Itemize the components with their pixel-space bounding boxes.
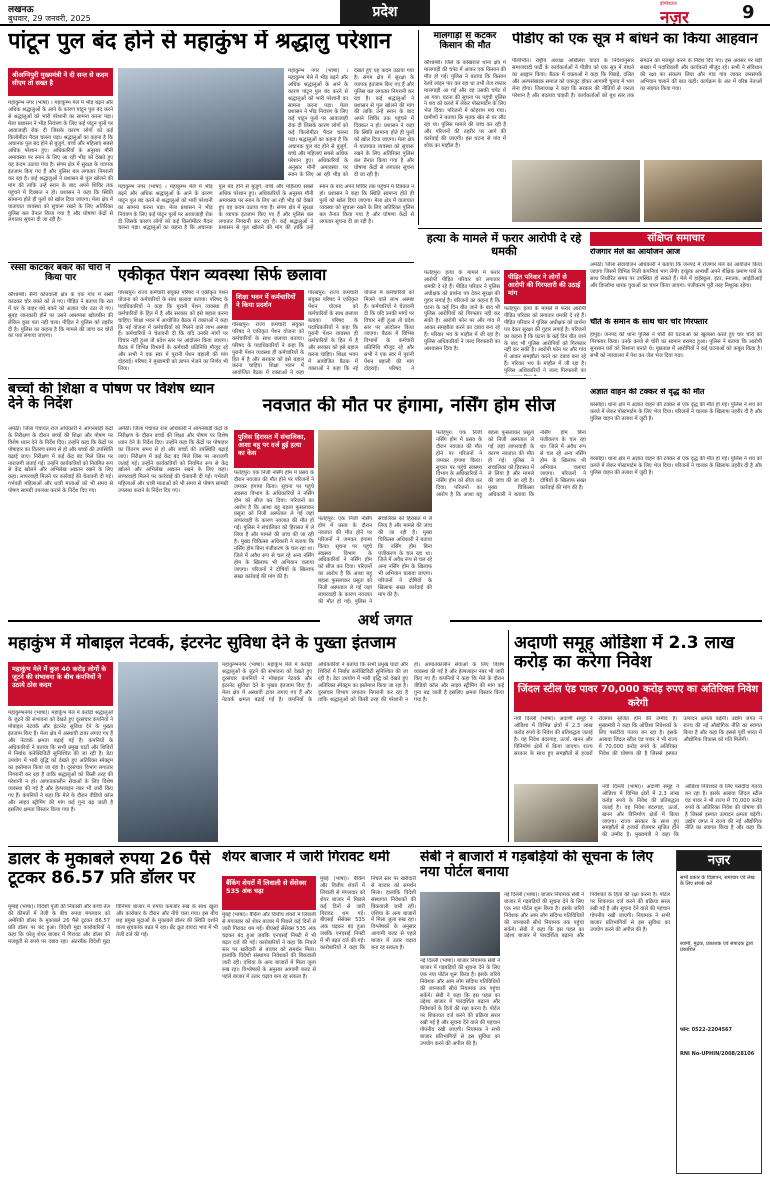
subhead-murder-threat: पीड़ित परिवार ने लोगों से आरोपी की गिरफ्तारी की उठाई मांग [504, 270, 586, 304]
headline-murder-threat: हत्या के मामले में फरार आरोपी दे रहे धमकी [426, 232, 582, 258]
body-newborn-death: फतेहपुर। एक निजी नर्सिंग होम में प्रसव के दौरान नवजात की मौत होने पर परिजनों ने जमकर हंगामा किया। सूचना पर पहुंचे स्वास्थ्य विभाग के अधिकारियों ने नर्सिंग होम को सीज कर दिया। परिजनों का आरोप है कि आशा बहू बहला फुसलाकर प्रसूता को निजी अस्पताल ले गई जहां लापरवाही के कारण नवजात की मौत हो गई। पुलिस ने संचालिका को हिरासत में ले लिया है और मामले की जांच की जा रही है। मुख्य चिकित्सा अधिकारी ने बताया कि नर्सिंग होम बिना पंजीकरण के चल रहा था। जिले में अवैध रूप से चल रहे अन्य नर्सिंग होम के खिलाफ भी अभियान चलाया जाएगा। परिजनों ने दोषियों के खिलाफ सख्त कार्रवाई की मांग की है। [234, 470, 314, 580]
body-pension: गोरखपुर। राज्य कर्मचारी संयुक्त परिषद ने एकीकृत पेंशन योजना को कर्मचारियों के साथ छलावा बताया। परिषद के पदाधिकारियों ने कहा कि पुरानी पेंशन व्यवस्था ही कर्मचारियों के हित में है और सरकार को इसे बहाल करना चाहिए। शिक्षा भवन में आयोजित बैठक में वक्ताओं ने कहा कि नई योजना में कर्मचारियों को मिलने वाले लाभ अस्पष्ट हैं। कर्मचारियों ने चेतावनी दी कि यदि उनकी मांगों पर विचार नहीं हुआ तो प्रदेश स्तर पर आंदोलन किया जाएगा। बैठक में विभिन्न विभागों के कर्मचारी प्रतिनिधि मौजूद रहे और सभी ने एक स्वर में पुरानी पेंशन बहाली की मांग दोहराई। परिषद ने मुख्यमंत्री को ज्ञापन भेजने का निर्णय भी लिया। [118, 290, 228, 372]
publisher-rni: RNI No-UPHIN/2008/28106 [680, 1051, 755, 1057]
masthead [0, 0, 770, 26]
body-train-death: कौशाम्बी। जिले के कोखराज थाना क्षेत्र में मालगाड़ी की चपेट में आकर एक किसान की मौत हो गई। पुलिस ने बताया कि किसान रेलवे लाइन पार कर रहा था तभी तेज रफ्तार मालगाड़ी आ गई और वह उसकी चपेट में आ गया। घटना की सूचना पर पहुंची पुलिस ने शव को कब्जे में लेकर पोस्टमार्टम के लिए भेज दिया। परिजनों में कोहराम मच गया। ग्रामीणों ने बताया कि मृतक खेत से घर लौट रहा था। पुलिस मामले की जांच कर रही है और परिजनों की तहरीर पर आगे की कार्रवाई की जाएगी। इस घटना से गांव में शोक का माहौल है। [424, 60, 506, 149]
body-kumbh-network: महाकुम्भनगर (भाषा)। महाकुंभ मेले में करोड़ों श्रद्धालुओं के जुटने की संभावना को देखते हुए दूरसंचार कंपनियों ने मोबाइल नेटवर्क और इंटरनेट सुविधा देने के पुख्ता इंतजाम किए हैं। मेला क्षेत्र में अस्थायी टावर लगाए गए हैं और नेटवर्क क्षमता बढ़ाई गई है। कंपनियों के अधिकारियों ने बताया कि सभी प्रमुख घाटों और शिविरों में निर्बाध कनेक्टिविटी सुनिश्चित की जा रही है। डेटा उपयोग में भारी वृद्धि को देखते हुए अतिरिक्त स्पेक्ट्रम का इस्तेमाल किया जा रहा है। दूरसंचार विभाग लगातार निगरानी कर रहा है ताकि श्रद्धालुओं को किसी तरह की परेशानी न हो। आपातकालीन सेवाओं के लिए विशेष व्यवस्था की गई है और हेल्पलाइन नंबर भी जारी किए गए हैं। कंपनियों ने कहा कि मेले के दौरान वीडियो कॉल और लाइव स्ट्रीमिंग की मांग कई गुना बढ़ जाती है इसलिए क्षमता विस्तार किया गया है। [8, 710, 113, 813]
body-kumbh-network-cont: महाकुम्भनगर (भाषा)। महाकुंभ मेले में करोड़ों श्रद्धालुओं के जुटने की संभावना को देखते हुए दूरसंचार कंपनियों ने मोबाइल नेटवर्क और इंटरनेट सुविधा देने के पुख्ता इंतजाम किए हैं। मेला क्षेत्र में अस्थायी टावर लगाए गए हैं और नेटवर्क क्षमता बढ़ाई गई है। कंपनियों के अधिकारियों ने बताया कि सभी प्रमुख घाटों और शिविरों में निर्बाध कनेक्टिविटी सुनिश्चित की जा रही है। डेटा उपयोग में भारी वृद्धि को देखते हुए अतिरिक्त स्पेक्ट्रम का इस्तेमाल किया जा रहा है। दूरसंचार विभाग लगातार निगरानी कर रहा है ताकि श्रद्धालुओं को किसी तरह की परेशानी न हो। आपातकालीन सेवाओं के लिए विशेष व्यवस्था की गई है और हेल्पलाइन नंबर भी जारी किए गए हैं। कंपनियों ने कहा कि मेले के दौरान वीडियो कॉल और लाइव स्ट्रीमिंग की मांग कई गुना बढ़ जाती है इसलिए क्षमता विस्तार किया गया है। [222, 662, 504, 703]
body-sebi-portal-cont: नई दिल्ली (भाषा)। बाजार नियामक सेबी ने बाजार में गड़बड़ियों की सूचना देने के लिए एक नया पोर्टल शुरू किया है। इसके जरिये निवेशक और आम लोग संदिग्ध गतिविधियों की जानकारी सीधे नियामक तक पहुंचा सकेंगे। सेबी ने कहा कि इस पहल का उद्देश्य बाजार में पारदर्शिता बढ़ाना और निवेशकों के हितों की रक्षा करना है। पोर्टल पर शिकायत दर्ज करने की प्रक्रिया सरल रखी गई है और सूचना देने वाले की पहचान गोपनीय रखी जाएगी। नियामक ने सभी बाजार प्रतिभागियों से इस सुविधा का उपयोग करने की अपील की है। [504, 892, 670, 940]
headline-train-death: मालगाड़ी से कटकर किसान की मौत [433, 32, 497, 51]
brief-body-thieves: हापुड़। जनपद की थाना पुलिस ने चोरी की घटनाओं का खुलासा करते हुए चार चोरों को गिरफ्तार किया। उनके कब्जे से चोरी का सामान बरामद हुआ। पुलिस ने बताया कि आरोपी सुनसान घरों को निशाना बनाते थे। पूछताछ में आरोपियों ने कई घटनाओं को कबूल किया है। सभी को न्यायालय में पेश कर जेल भेज दिया गया। [590, 332, 762, 359]
subhead-pension: शिक्षा भवन में कर्मचारियों ने किया प्रदर्शन [232, 290, 304, 320]
brief-headline-thieves: चौते के समान के साथ चार चोर गिरफ्तार [590, 318, 708, 326]
photo-mobile-tower [118, 662, 218, 842]
publisher-brand: नज़र [677, 851, 761, 871]
body-child-nutrition: अमेठी। जिला पंचायत राज अधिकारी ने आंगनबाड़ी केंद्रों के निरीक्षण के दौरान बच्चों की शिक्षा और पोषण पर विशेष ध्यान देने के निर्देश दिए। उन्होंने कहा कि केंद्रों पर पोषाहार का वितरण समय से हो और बच्चों की उपस्थिति बढ़ाई जाए। निरीक्षण में कई केंद्र बंद मिले जिस पर नाराजगी जताई गई। उन्होंने कार्यकत्रियों को नियमित रूप से केंद्र खोलने और अभिलेख अद्यतन रखने के लिए कहा। लापरवाही मिलने पर कार्रवाई की चेतावनी दी गई। गर्भवती महिलाओं और धात्री माताओं को भी समय से पोषण सामग्री उपलब्ध कराने के निर्देश दिए गए। [8, 426, 113, 495]
body-newborn-death-side: फतेहपुर। एक निजी नर्सिंग होम में प्रसव के दौरान नवजात की मौत होने पर परिजनों ने जमकर हंगामा किया। सूचना पर पहुंचे स्वास्थ्य विभाग के अधिकारियों ने नर्सिंग होम को सीज कर दिया। परिजनों का आरोप है कि आशा बहू बहला फुसलाकर प्रसूता को निजी अस्पताल ले गई जहां लापरवाही के कारण नवजात की मौत हो गई। पुलिस ने संचालिका को हिरासत में ले लिया है और मामले की जांच की जा रही है। मुख्य चिकित्सा अधिकारी ने बताया कि नर्सिंग होम बिना पंजीकरण के चल रहा था। जिले में अवैध रूप से चल रहे अन्य नर्सिंग होम के खिलाफ भी अभियान चलाया जाएगा। परिजनों ने दोषियों के खिलाफ सख्त कार्रवाई की मांग की है। [436, 430, 586, 499]
brief-body-accident: बरसोंहा। थाना क्षेत्र में अज्ञात वाहन की टक्कर से एक वृद्ध की मौत हो गई। पुलिस ने शव को कब्जे में लेकर पोस्टमार्टम के लिए भेज दिया। परिजनों ने चालक के खिलाफ तहरीर दी है और पुलिस वाहन की तलाश में जुटी है। [590, 402, 762, 422]
divider [8, 262, 414, 263]
headline-sebi-portal: सेबी ने बाजारों में गड़बड़ियों की सूचना के लिए नया पोर्टल बनाया [420, 850, 654, 881]
headline-newborn-death: नवजात की मौत पर हंगामा, नर्सिंग होम सीज [262, 396, 556, 416]
page-number: 9 [742, 2, 755, 23]
body-murder-threat-cont: फतेहपुर। हत्या के मामले में फरार आरोपी पीड़ित परिवार को लगातार धमकी दे रहे हैं। पीड़ित परिवार ने पुलिस अधीक्षक को प्रार्थना पत्र देकर सुरक्षा की गुहार लगाई है। परिजनों का कहना है कि घटना के कई दिन बीत जाने के बाद भी पुलिस आरोपियों को गिरफ्तार नहीं कर सकी है। आरोपी फोन पर और गांव में आकर समझौता करने का दबाव बना रहे हैं। परिवार भय के माहौल में जी रहा है। पुलिस अधिकारियों ने जल्द गिरफ्तारी का [504, 306, 586, 375]
brand-logo: नज़र [660, 8, 690, 26]
publisher-phone: फोन: 0522-2204567 [680, 1027, 733, 1033]
body-pension-cont: गोरखपुर। राज्य कर्मचारी संयुक्त परिषद ने एकीकृत पेंशन योजना को कर्मचारियों के साथ छलावा बताया। परिषद के पदाधिकारियों ने कहा कि पुरानी पेंशन व्यवस्था ही कर्मचारियों के हित में है और सरकार को इसे बहाल करना चाहिए। शिक्षा भवन में आयोजित बैठक में वक्ताओं ने कहा कि नई योजना में कर्मचारियों को मिलने वाले लाभ अस्पष्ट हैं। कर्मचारियों ने चेतावनी दी कि यदि उनकी मांगों पर विचार नहीं हुआ तो प्रदेश स्तर पर आंदोलन किया जाएगा। बैठक में विभिन्न विभागों के कर्मचारी प्रतिनिधि मौजूद रहे और सभी ने एक स्वर में पुरानी पेंशन बहाली की मांग दोहराई। परिषद ने [308, 290, 414, 372]
divider [418, 228, 762, 229]
subhead-kumbh-network: महाकुंभ मेले में कुल 40 करोड़ लोगों के जुटने की संभावना के बीच कंपनियों ने उठाये ठोस कदम [8, 662, 113, 706]
body-rupee: मुम्बई (भाषा)। विदेशी पूंजी की निकासी और कच्चे तेल की कीमतों में तेजी के बीच रुपया मंगलवार को अमेरिकी डॉलर के मुकाबले 26 पैसे टूटकर 86.57 प्रति डॉलर पर बंद हुआ। विदेशी मुद्रा कारोबारियों ने कहा कि घरेलू शेयर बाजार में गिरावट और डॉलर की मजबूती से रुपये पर दबाव रहा। अंतरबैंक विदेशी मुद्रा विनिमय बाजार में रुपया कमजोर रुख के साथ खुला और कारोबार के दौरान और नीचे चला गया। इस बीच छह प्रमुख मुद्राओं के मुकाबले डॉलर की स्थिति दर्शाने वाला सूचकांक बढ़त में रहा। ब्रेंट क्रूड वायदा भाव में भी तेजी दर्ज की गई। [8, 904, 218, 945]
headline-pda: पीडीए को एक सूत्र में बांधने का किया आहवान [512, 32, 758, 47]
headline-goat-theft: रस्सी काटकर बकरे को चोरों ने किया पार [10, 264, 111, 283]
subhead-newborn-death: पुलिस हिरासत में संचालिका, आशा बहू पर दर्ज हुई हत्या का केस [234, 430, 314, 468]
photo-pda-group [644, 160, 762, 222]
headline-pension: एकीकृत पेंशन व्यवस्था सिर्फ छलावा [118, 266, 327, 284]
brief-headline-accident: अज्ञात वाहन की टक्कर से वृद्ध की मौत [590, 388, 705, 396]
business-section-label: अर्थ जगत [320, 610, 450, 630]
photo-pontoon-crowd [118, 68, 284, 180]
headline-child-nutrition: बच्चों की शिक्षा व पोषण पर विशेष ध्यान देने के निर्देश [8, 382, 215, 413]
body-pontoon: महाकुम्भ नगर (भाषा) । महाकुम्भ मेले में भीड़ बढ़ने और अधिक श्रद्धालुओं के आने के कारण पांटून पुल बंद करने से श्रद्धालुओं को भारी परेशानी का सामना करना पड़ा। मेला प्रशासन ने भीड़ नियंत्रण के लिए कई पांटून पुलों पर आवाजाही रोक दी जिसके कारण लोगों को कई किलोमीटर पैदल चलना पड़ा। श्रद्धालुओं का कहना है कि अचानक पुल बंद होने से बुजुर्ग, बच्चे और महिलाएं सबसे अधिक परेशान हुए। अधिकारियों के अनुसार मौनी अमावस्या पर स्नान के लिए आ रही भीड़ को देखते हुए यह कदम उठाया गया है। संगम क्षेत्र में सुरक्षा के व्यापक इंतजाम किए गए हैं और पुलिस बल लगातार निगरानी कर रहा है। कई श्रद्धालुओं ने प्रशासन से पुल खोलने की मांग की ताकि उन्हें स्नान के बाद अपने शिविर तक पहुंचने में दिक्कत न हो। प्रशासन ने कहा कि स्थिति सामान्य होते ही पुलों को खोल दिया जाएगा। मेला क्षेत्र में यातायात व्यवस्था को सुचारू रखने के लिए अतिरिक्त पुलिस बल तैनात किया गया है और घोषणा केंद्रों से लगातार सूचना दी जा रही है। [8, 100, 113, 224]
subhead-pontoon: श्रीअग्निपुरी मुख्यमंत्री ने दी सन्त से कदम सीएम तो सख्त है [8, 68, 113, 96]
photo-adani-logo [514, 784, 598, 842]
headline-adani-odisha: अदाणी समूह ओडिशा में 2.3 लाख करोड़ का करेगा निवेश [514, 634, 735, 672]
headline-share-market: शेयर बाजार में जारी गिरावट थमी [222, 850, 390, 865]
brief-headline-job-fair: रोजगार मेले का आयोजन आज [590, 248, 681, 256]
body-pontoon-cont: महाकुम्भ नगर (भाषा) । महाकुम्भ मेले में भीड़ बढ़ने और अधिक श्रद्धालुओं के आने के कारण पांटून पुल बंद करने से श्रद्धालुओं को भारी परेशानी का सामना करना पड़ा। मेला प्रशासन ने भीड़ नियंत्रण के लिए कई पांटून पुलों पर आवाजाही रोक दी जिसके कारण लोगों को कई किलोमीटर पैदल चलना पड़ा। श्रद्धालुओं का कहना है कि अचानक पुल बंद होने से बुजुर्ग, बच्चे और महिलाएं सबसे अधिक परेशान हुए। अधिकारियों के अनुसार मौनी अमावस्या पर स्नान के लिए आ रही भीड़ को देखते हुए यह कदम उठाया गया है। संगम क्षेत्र में सुरक्षा के व्यापक इंतजाम किए गए हैं और पुलिस बल लगातार निगरानी कर रहा है। कई श्रद्धालुओं ने प्रशासन से पुल खोलने की मांग की ताकि उन्हें स्नान के बाद अपने शिविर तक पहुंचने में दिक्कत न हो। प्रशासन ने कहा कि स्थिति सामान्य होते ही पुलों को खोल दिया जाएगा। मेला क्षेत्र में यातायात व्यवस्था को सुचारू रखने के लिए अतिरिक्त पुलिस बल तैनात किया गया है और घोषणा केंद्रों से लगातार सूचना दी जा रही है। [118, 184, 414, 232]
divider [8, 846, 762, 847]
body-adani-odisha-cont: नयी दिल्ली (भाषा)। अदाणी समूह ने ओडिशा में विभिन्न क्षेत्रों में 2.3 लाख करोड़ रुपये के निवेश की प्रतिबद्धता जताई है। यह निवेश बंदरगाह, ऊर्जा, खनन और विनिर्माण क्षेत्रों में किया जाएगा। राज्य सरकार के साथ हुए समझौतों से हजारों रोजगार सृजित होने की उम्मीद है। मुख्यमंत्री ने कहा कि ओडिशा निवेशकों के लिए पसंदीदा गंतव्य बन रहा है। इसके अलावा जिंदल स्टील एंड पावर ने भी राज्य में 70,000 करोड़ रुपये के अतिरिक्त निवेश की घोषणा की है जिससे इस्पात उत्पादन क्षमता बढ़ेगी। उद्योग जगत ने राज्य की नई औद्योगिक नीति का स्वागत किया है और कहा कि [602, 784, 762, 839]
publisher-box [676, 850, 762, 1174]
photo-nursing-home [318, 430, 432, 512]
divider [8, 378, 586, 379]
divider [508, 630, 509, 842]
headline-pontoon: पांटून पुल बंद होने से महाकुंभ में श्रद्धालु परेशान [8, 30, 392, 54]
body-goat-theft: कौशाम्बी। सैनी कोतवाली क्षेत्र के एक गांव में रस्सी काटकर चोर बकरे को ले गए। पीड़ित ने बताया कि रात में घर के बाहर बंधे बकरे को अज्ञात चोर उठा ले गए। सुबह जानकारी होने पर उसने आसपास खोजबीन की लेकिन कुछ पता नहीं चला। पीड़ित ने पुलिस को तहरीर दी है। पुलिस का कहना है कि मामले की जांच कर चोरों का पता लगाया जाएगा। [8, 292, 113, 340]
body-murder-threat: फतेहपुर। हत्या के मामले में फरार आरोपी पीड़ित परिवार को लगातार धमकी दे रहे हैं। पीड़ित परिवार ने पुलिस अधीक्षक को प्रार्थना पत्र देकर सुरक्षा की गुहार लगाई है। परिजनों का कहना है कि घटना के कई दिन बीत जाने के बाद भी पुलिस आरोपियों को गिरफ्तार नहीं कर सकी है। आरोपी फोन पर और गांव में आकर समझौता करने का दबाव बना रहे हैं। परिवार भय के माहौल में जी रहा है। पुलिस अधिकारियों ने जल्द गिरफ्तारी का आश्वासन दिया है। [424, 270, 500, 352]
body-pontoon-side: महाकुम्भ नगर (भाषा) । महाकुम्भ मेले में भीड़ बढ़ने और अधिक श्रद्धालुओं के आने के कारण पांटून पुल बंद करने से श्रद्धालुओं को भारी परेशानी का सामना करना पड़ा। मेला प्रशासन ने भीड़ नियंत्रण के लिए कई पांटून पुलों पर आवाजाही रोक दी जिसके कारण लोगों को कई किलोमीटर पैदल चलना पड़ा। श्रद्धालुओं का कहना है कि अचानक पुल बंद होने से बुजुर्ग, बच्चे और महिलाएं सबसे अधिक परेशान हुए। अधिकारियों के अनुसार मौनी अमावस्या पर स्नान के लिए आ रही भीड़ को देखते हुए यह कदम उठाया गया है। संगम क्षेत्र में सुरक्षा के व्यापक इंतजाम किए गए हैं और पुलिस बल लगातार निगरानी कर रहा है। कई श्रद्धालुओं ने प्रशासन से पुल खोलने की मांग की ताकि उन्हें स्नान के बाद अपने शिविर तक पहुंचने में दिक्कत न हो। प्रशासन ने कहा कि स्थिति सामान्य होते ही पुलों को खोल दिया जाएगा। मेला क्षेत्र में यातायात व्यवस्था को सुचारू रखने के लिए अतिरिक्त पुलिस बल तैनात किया गया है और घोषणा केंद्रों से लगातार सूचना दी जा रही है। [288, 68, 414, 178]
headline-rupee: डालर के मुकाबले रुपया 26 पैसे टूटकर 86.57 प्रति डॉलर पर [8, 850, 211, 888]
photo-pda-meeting [512, 160, 640, 222]
subhead-share-market: बैंकिंग शेयरों में लिवाली से सेंसेक्स 535 अंक चढ़ा [222, 876, 316, 910]
body-child-nutrition-cont: अमेठी। जिला पंचायत राज अधिकारी ने आंगनबाड़ी केंद्रों के निरीक्षण के दौरान बच्चों की शिक्षा और पोषण पर विशेष ध्यान देने के निर्देश दिए। उन्होंने कहा कि केंद्रों पर पोषाहार का वितरण समय से हो और बच्चों की उपस्थिति बढ़ाई जाए। निरीक्षण में कई केंद्र बंद मिले जिस पर नाराजगी जताई गई। उन्होंने कार्यकत्रियों को नियमित रूप से केंद्र खोलने और अभिलेख अद्यतन रखने के लिए कहा। लापरवाही मिलने पर कार्रवाई की चेतावनी दी गई। गर्भवती महिलाओं और धात्री माताओं को भी समय से पोषण सामग्री उपलब्ध कराने के निर्देश दिए गए। [118, 426, 228, 495]
headline-kumbh-network: महाकुंभ में मोबाइल नेटवर्क, इंटरनेट सुविधा देने के पुख्ता इंतजाम [8, 634, 396, 652]
body-sebi-portal: नई दिल्ली (भाषा)। बाजार नियामक सेबी ने बाजार में गड़बड़ियों की सूचना देने के लिए एक नया पोर्टल शुरू किया है। इसके जरिये निवेशक और आम लोग संदिग्ध गतिविधियों की जानकारी सीधे नियामक तक पहुंचा सकेंगे। सेबी ने कहा कि इस पहल का उद्देश्य बाजार में पारदर्शिता बढ़ाना और निवेशकों के हितों की रक्षा करना है। पोर्टल पर शिकायत दर्ज करने की प्रक्रिया सरल रखी गई है और सूचना देने वाले की पहचान गोपनीय रखी जाएगी। नियामक ने सभी बाजार प्रतिभागियों से इस सुविधा का उपयोग करने की अपील की है। [420, 958, 500, 1047]
subhead-jindal: जिंदल स्टील एंड पावर 70,000 करोड़ रुपए का अतिरिक्त निवेश करेगी [514, 682, 762, 712]
body-share-market: मुंबई (भाषा)। बैंकिंग और वित्तीय शेयरों में लिवाली से मंगलवार को शेयर बाजार में पिछले कई दिनों से जारी गिरावट थम गई। बीएसई सेंसेक्स 535 अंक चढ़कर बंद हुआ जबकि एनएसई निफ्टी में भी बढ़त दर्ज की गई। कारोबारियों ने कहा कि निचले स्तर पर खरीदारी से बाजार को समर्थन मिला। हालांकि विदेशी संस्थागत निवेशकों की बिकवाली जारी रही। एशिया के अन्य बाजारों में मिला जुला रुख रहा। विश्लेषकों के अनुसार आगामी बजट से पहले बाजार में उतार चढ़ाव बना रह सकता है। [222, 912, 316, 981]
brief-news-label: संक्षिप्त समाचार [590, 232, 762, 246]
brand-small: इण्डियाज [660, 1, 677, 7]
body-adani-odisha: नयी दिल्ली (भाषा)। अदाणी समूह ने ओडिशा में विभिन्न क्षेत्रों में 2.3 लाख करोड़ रुपये के निवेश की प्रतिबद्धता जताई है। यह निवेश बंदरगाह, ऊर्जा, खनन और विनिर्माण क्षेत्रों में किया जाएगा। राज्य सरकार के साथ हुए समझौतों से हजारों रोजगार सृजित होने की उम्मीद है। मुख्यमंत्री ने कहा कि ओडिशा निवेशकों के लिए पसंदीदा गंतव्य बन रहा है। इसके अलावा जिंदल स्टील एंड पावर ने भी राज्य में 70,000 करोड़ रुपये के अतिरिक्त निवेश की घोषणा की है जिससे इस्पात उत्पादन क्षमता बढ़ेगी। उद्योग जगत ने राज्य की नई औद्योगिक नीति का स्वागत किया है और कहा कि इससे पूर्वी भारत में औद्योगिक विकास को गति मिलेगी। [514, 716, 762, 757]
body-pda: पीलीभीत। राष्ट्रीय अध्यक्ष अखिलेश यादव के निर्देशानुसार समाजवादी पार्टी के कार्यकर्ताओं ने पीडीए को एक सूत्र में बांधने का आह्वान किया। बैठक में वक्ताओं ने कहा कि पिछड़े, दलित और अल्पसंख्यक समाज को एकजुट होकर आगामी चुनाव में भाग लेना होगा। जिलाध्यक्ष ने कहा कि सरकार की नीतियों से जनता परेशान है और बदलाव चाहती है। कार्यकर्ताओं को बूथ स्तर तक संगठन को मजबूत करने के निर्देश दिए गए। इस अवसर पर बड़ी संख्या में पदाधिकारी और कार्यकर्ता मौजूद रहे। सभी ने संविधान की रक्षा का संकल्प लिया और गांव गांव जाकर जनसंपर्क अभियान चलाने की बात कही। कार्यक्रम के अंत में वरिष्ठ नेताओं का स्वागत किया गया। [512, 58, 762, 99]
divider [418, 30, 419, 225]
section-title: प्रदेश [340, 0, 430, 24]
body-pension-mid: गोरखपुर। राज्य कर्मचारी संयुक्त परिषद ने एकीकृत पेंशन योजना को कर्मचारियों के साथ छलावा बताया। परिषद के पदाधिकारियों ने कहा कि पुरानी पेंशन व्यवस्था ही कर्मचारियों के हित में है और सरकार को इसे बहाल करना चाहिए। शिक्षा भवन में आयोजित बैठक में वक्ताओं ने कहा [232, 322, 304, 376]
publisher-text-owner: स्वामी, मुद्रक, प्रकाशक एवं संपादक द्वारा प्रकाशित [680, 941, 754, 954]
date: बुधवार, 29 जनवरी, 2025 [8, 14, 91, 23]
publisher-text-contact: सभी प्रकार के विज्ञापन, समाचार एवं लेख के लिए संपर्क करें [680, 875, 755, 888]
body-share-market-cont: मुंबई (भाषा)। बैंकिंग और वित्तीय शेयरों में लिवाली से मंगलवार को शेयर बाजार में पिछले कई दिनों से जारी गिरावट थम गई। बीएसई सेंसेक्स 535 अंक चढ़कर बंद हुआ जबकि एनएसई निफ्टी में भी बढ़त दर्ज की गई। कारोबारियों ने कहा कि निचले स्तर पर खरीदारी से बाजार को समर्थन मिला। हालांकि विदेशी संस्थागत निवेशकों की बिकवाली जारी रही। एशिया के अन्य बाजारों में मिला जुला रुख रहा। विश्लेषकों के अनुसार आगामी बजट से पहले बाजार में उतार चढ़ाव बना रह सकता है। [320, 876, 416, 952]
photo-sebi-building [420, 892, 500, 956]
city: लखनऊ [8, 5, 34, 15]
brief-body-job-fair: अमेठी। जिला सेवायोजन अधिकारी ने बताया कि जनपद में रोजगार मेले का आयोजन किया जाएगा जिसमें विभिन्न निजी कंपनियां भाग लेंगी। इच्छुक अभ्यर्थी अपने शैक्षिक प्रमाण पत्रों के साथ निर्धारित समय पर उपस्थित हो सकते हैं। मेले में हाईस्कूल, इंटर, स्नातक, आईटीआई और डिप्लोमा धारक युवाओं का चयन किया जाएगा। पंजीकरण पूरी तरह निशुल्क रहेगा। [590, 262, 762, 289]
body-newborn-death-cont: फतेहपुर। एक निजी नर्सिंग होम में प्रसव के दौरान नवजात की मौत होने पर परिजनों ने जमकर हंगामा किया। सूचना पर पहुंचे स्वास्थ्य विभाग के अधिकारियों ने नर्सिंग होम को सीज कर दिया। परिजनों का आरोप है कि आशा बहू बहला फुसलाकर प्रसूता को निजी अस्पताल ले गई जहां लापरवाही के कारण नवजात की मौत हो गई। पुलिस ने संचालिका को हिरासत में ले लिया है और मामले की जांच की जा रही है। मुख्य चिकित्सा अधिकारी ने बताया कि नर्सिंग होम बिना पंजीकरण के चल रहा था। जिले में अवैध रूप से चल रहे अन्य नर्सिंग होम के खिलाफ भी अभियान चलाया जाएगा। परिजनों ने दोषियों के खिलाफ सख्त कार्रवाई की मांग की है। [318, 516, 432, 605]
brief-body-accident-cont: बरसोंहा। थाना क्षेत्र में अज्ञात वाहन की टक्कर से एक वृद्ध की मौत हो गई। पुलिस ने शव को कब्जे में लेकर पोस्टमार्टम के लिए भेज दिया। परिजनों ने चालक के खिलाफ तहरीर दी है और पुलिस वाहन की तलाश में जुटी है। [590, 456, 762, 476]
